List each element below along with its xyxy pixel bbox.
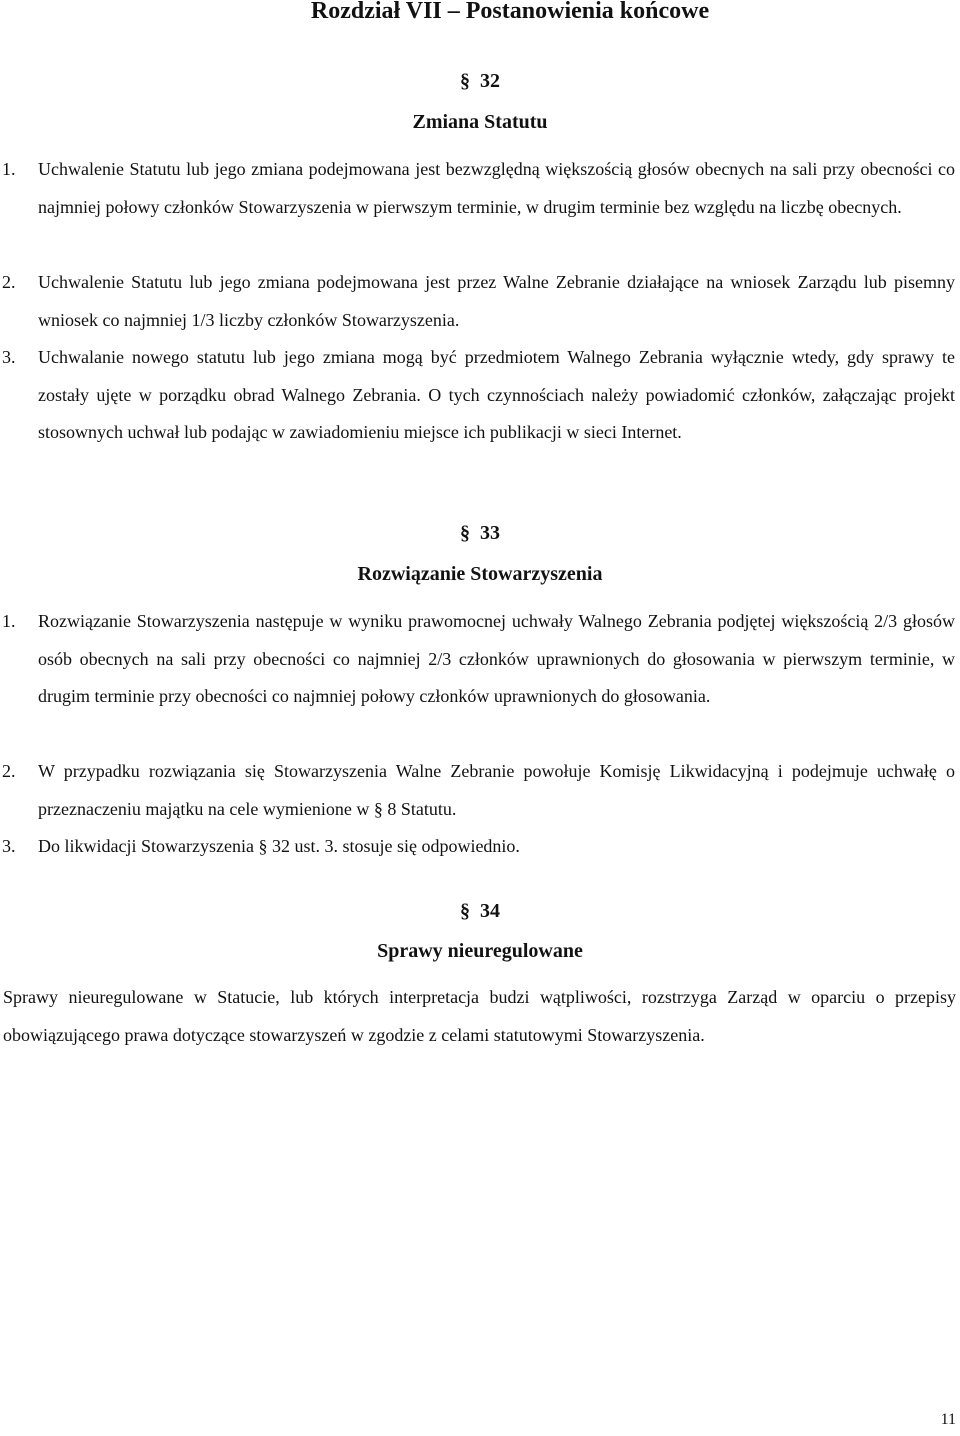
section-33-heading bbox=[0, 519, 960, 547]
section-title: Sprawy nieuregulowane bbox=[377, 940, 583, 962]
item-text: W przypadku rozwiązania się Stowarzyszenia Walne Zebranie powołuje Komisję Likwidacyjną i podejmuje uchwałę o przeznaczeniu majątku na cele wymienione w § 8 Statutu. bbox=[38, 761, 955, 819]
list-item bbox=[0, 151, 955, 226]
list-item bbox=[0, 603, 955, 716]
list-item bbox=[0, 264, 955, 339]
item-text: Do likwidacji Stowarzyszenia § 32 ust. 3. stosuje się odpowiednio. bbox=[38, 836, 520, 856]
section-mark: § bbox=[460, 70, 470, 92]
list-item bbox=[0, 828, 955, 866]
section-mark: § bbox=[460, 900, 470, 922]
item-text: Uchwalanie nowego statutu lub jego zmiana mogą być przedmiotem Walnego Zebrania wyłącznie wtedy, gdy sprawy te zostały ujęte w porządku obrad Walnego Zebrania. O tych czynnościach należy powiadomić członków, załączając projekt stosownych uchwał lub podając w zawiadomieniu miejsce ich publikacji w sieci Internet. bbox=[38, 347, 955, 442]
item-text: Uchwalenie Statutu lub jego zmiana podejmowana jest bezwzględną większością głosów obecnych na sali przy obecności co najmniej połowy członków Stowarzyszenia w pierwszym terminie, w drugim terminie bez względu na liczbę obecnych. bbox=[38, 159, 955, 217]
item-number: 1. bbox=[2, 159, 16, 179]
chapter-title: Rozdział VII – Postanowienia końcowe bbox=[310, 0, 710, 24]
section-number: 32 bbox=[480, 70, 500, 92]
item-number: 2. bbox=[2, 272, 16, 292]
section-title: Rozwiązanie Stowarzyszenia bbox=[357, 563, 603, 585]
section-number: 34 bbox=[480, 900, 500, 922]
item-number: 3. bbox=[2, 347, 16, 367]
section-title: Zmiana Statutu bbox=[412, 111, 548, 133]
section-number: 33 bbox=[480, 522, 500, 544]
list-item bbox=[0, 753, 955, 828]
list-item bbox=[0, 339, 955, 452]
section-34-heading bbox=[0, 897, 960, 925]
item-text: Rozwiązanie Stowarzyszenia następuje w wyniku prawomocnej uchwały Walnego Zebrania podjętej większością 2/3 głosów osób obecnych na sali przy obecności co najmniej 2/3 członków uprawnionych do głosowania w pierwszym terminie, w drugim terminie przy obecności co najmniej połowy członków uprawnionych do głosowania. bbox=[38, 611, 955, 706]
item-text: Uchwalenie Statutu lub jego zmiana podejmowana jest przez Walne Zebranie działające na wniosek Zarządu lub pisemny wniosek co najmniej 1/3 liczby członków Stowarzyszenia. bbox=[38, 272, 955, 330]
item-number: 1. bbox=[2, 611, 16, 631]
section-32-heading bbox=[0, 67, 960, 95]
page-number: 11 bbox=[940, 1411, 956, 1428]
section-paragraph: Sprawy nieuregulowane w Statucie, lub których interpretacja budzi wątpliwości, rozstrzyga Zarząd w oparciu o przepisy obowiązującego prawa dotyczące stowarzyszeń w zgodzie z celami statutowymi Stowarzyszenia. bbox=[3, 987, 956, 1045]
item-number: 3. bbox=[2, 836, 16, 856]
section-mark: § bbox=[460, 522, 470, 544]
item-number: 2. bbox=[2, 761, 16, 781]
